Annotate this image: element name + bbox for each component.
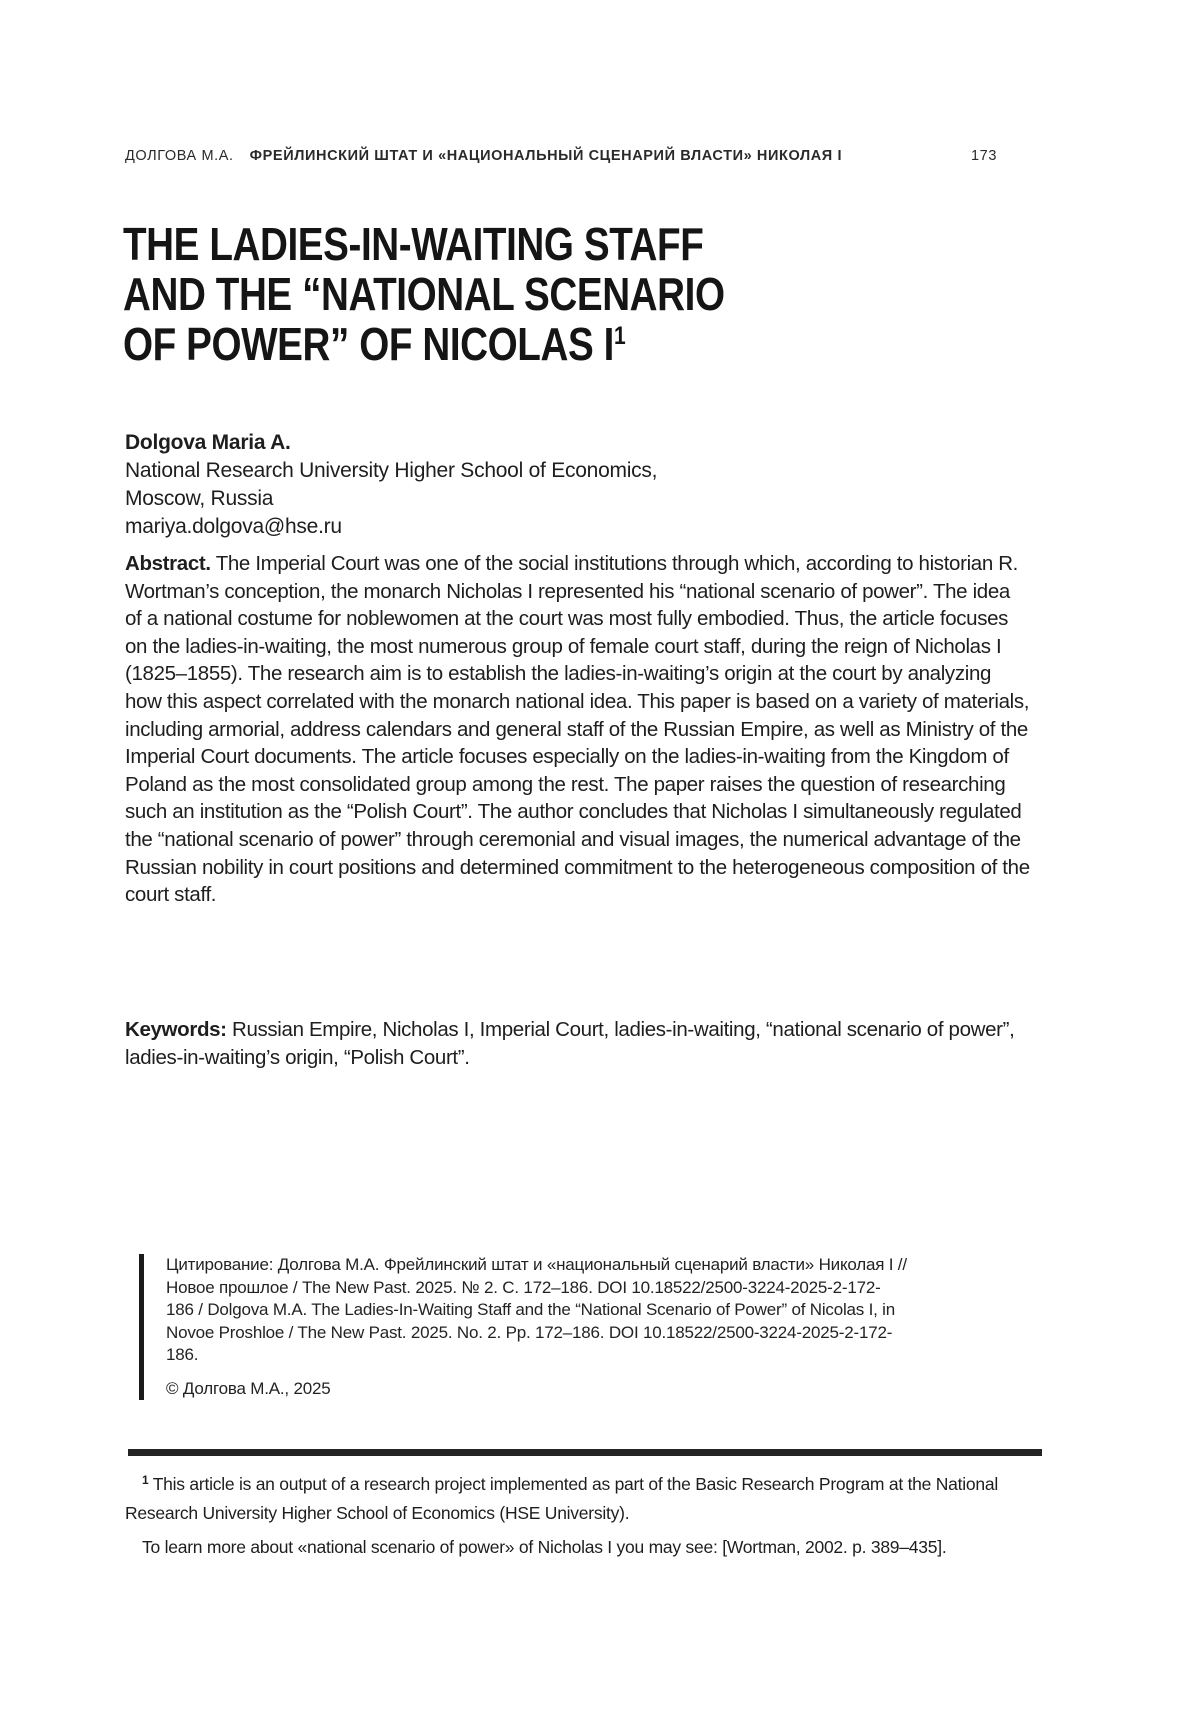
title-footnote-marker: 1	[613, 322, 626, 350]
author-affiliation: National Research University Higher School of Economics,	[125, 459, 658, 482]
copyright-line: © Долгова М.А., 2025	[166, 1378, 331, 1398]
footnotes-section	[125, 1471, 1043, 1561]
keywords-label: Keywords:	[125, 1018, 227, 1041]
footnote-1-marker: 1	[142, 1473, 149, 1487]
running-head-title: ФРЕЙЛИНСКИЙ ШТАТ И «НАЦИОНАЛЬНЫЙ СЦЕНАРИЙ ВЛАСТИ» НИКОЛАЯ I	[249, 148, 843, 164]
page-number: 173	[971, 148, 997, 164]
running-head	[125, 148, 997, 164]
author-city: Moscow, Russia	[125, 487, 274, 510]
citation-block	[139, 1254, 907, 1400]
title-line-3-text: OF POWER” OF NICOLAS I	[123, 318, 614, 370]
title-line-1: THE LADIES-IN-WAITING STAFF	[123, 218, 704, 270]
keywords-paragraph	[125, 1016, 1030, 1071]
footnote-divider-rule	[128, 1449, 1042, 1456]
author-block	[125, 429, 657, 541]
keywords-text: Russian Empire, Nicholas I, Imperial Court, ladies-in-waiting, “national scenario of power”, ladies-in-waiting’s origin, “Polish Court”.	[125, 1018, 1015, 1069]
footnote-2: To learn more about «national scenario of power» of Nicholas I you may see: [Wortman, 2002. p. 389–435].	[142, 1537, 947, 1557]
footnote-1	[125, 1471, 1043, 1527]
author-name: Dolgova Maria A.	[125, 431, 291, 454]
running-head-left	[125, 148, 842, 164]
footnote-1-text: This article is an output of a research project implemented as part of the Basic Research Program at the National Research University Higher School of Economics (HSE University).	[125, 1474, 998, 1523]
abstract-text: The Imperial Court was one of the social institutions through which, according to historian R. Wortman’s conception, the monarch Nicholas I represented his “national scenario of power”. The idea of a national costume for noblewomen at the court was most fully embodied. Thus, the article focuses on the ladies-in-waiting, the most numerous group of female court staff, during the reign of Nicholas I (1825–1855). The research aim is to establish the ladies-in-waiting’s origin at the court by analyzing how this aspect correlated with the monarch national idea. This paper is based on a variety of materials, including armorial, address calendars and general staff of the Russian Empire, as well as Ministry of the Imperial Court documents. The article focuses especially on the ladies-in-waiting from the Kingdom of Poland as the most consolidated group among the rest. The paper raises the question of researching such an institution as the “Polish Court”. The author concludes that Nicholas I simultaneously regulated the “national scenario of power” through ceremonial and visual images, the numerical advantage of the Russian nobility in court positions and determined commitment to the heterogeneous composition of the court staff.	[125, 552, 1030, 907]
running-head-author: ДОЛГОВА М.А.	[125, 148, 234, 164]
author-email: mariya.dolgova@hse.ru	[125, 515, 342, 538]
abstract-label: Abstract.	[125, 552, 211, 575]
citation-text: Цитирование: Долгова М.А. Фрейлинский штат и «национальный сценарий власти» Николая I // Новое прошлое / The New Past. 2025. № 2. С. 172–186. DOI 10.18522/2500-3224-2025-2-172-186 / Dolgova M.A. The Ladies-In-Waiting Staff and the “National Scenario of Power” of Nicolas I, in Novoe Proshloe / The New Past. 2025. No. 2. Pp. 172–186. DOI 10.18522/2500-3224-2025-2-172-186.	[166, 1255, 907, 1364]
title-line-2: AND THE “NATIONAL SCENARIO	[123, 268, 725, 320]
title-line-3	[123, 319, 725, 377]
article-title	[123, 219, 725, 377]
abstract-paragraph	[125, 550, 1030, 909]
